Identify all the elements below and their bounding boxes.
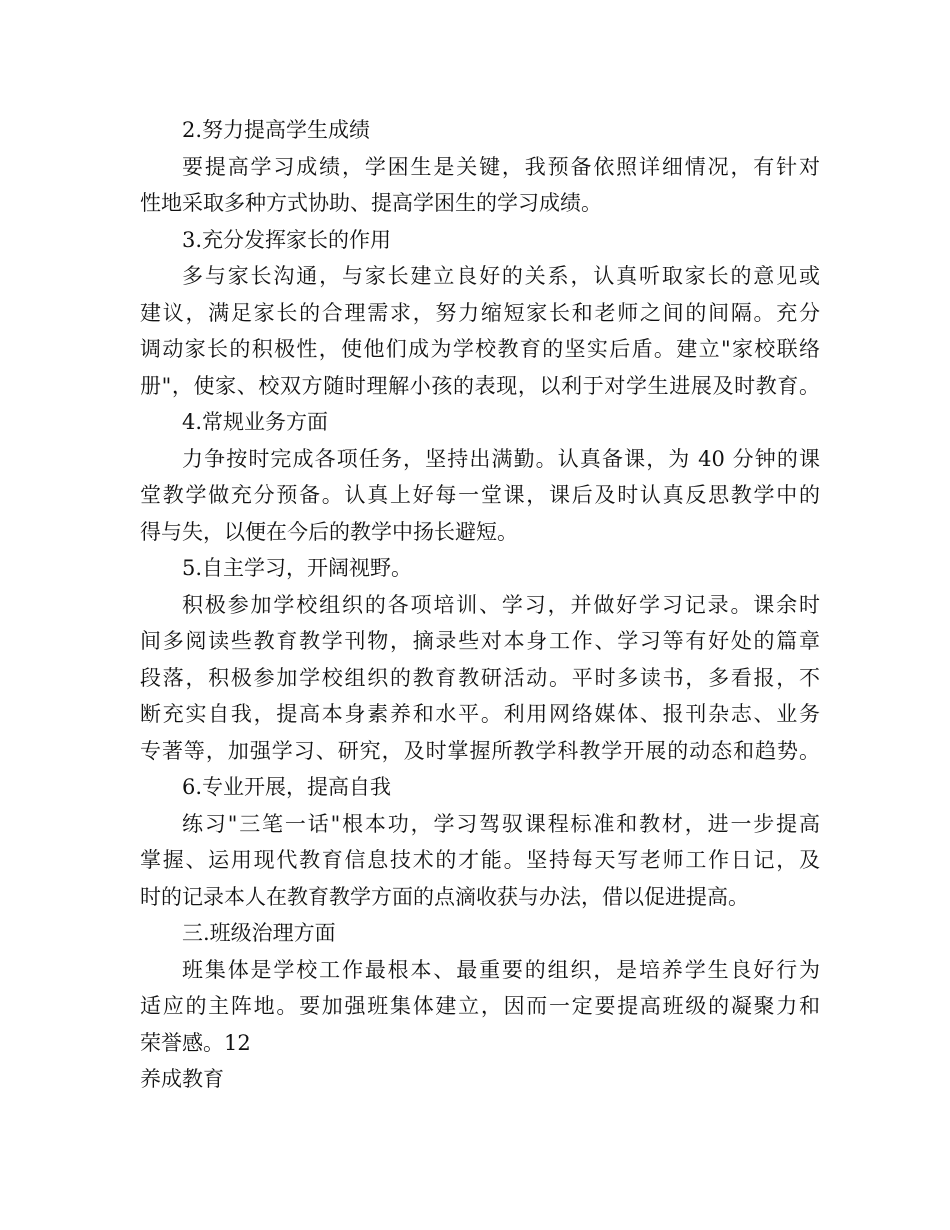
text-line: 建议，满足家长的合理需求，努力缩短家长和老师之间的间隔。充分	[140, 300, 820, 325]
text-line: 性地采取多种方式协助、提高学困生的学习成绩。	[140, 191, 602, 215]
text-line: 力争按时完成各项任务，坚持出满勤。认真备课，为 40 分钟的课	[182, 446, 820, 471]
text-line: 多与家长沟通，与家长建立良好的关系，认真听取家长的意见或	[182, 264, 820, 288]
text-line: 三.班级治理方面	[182, 921, 336, 945]
text-line: 册"，使家、校双方随时理解小孩的表现，以利于对学生进展及时教育。	[140, 373, 820, 398]
text-line: 时的记录本人在教育教学方面的点滴收获与办法，借以促进提高。	[140, 884, 749, 909]
text-line: 4.常规业务方面	[182, 410, 329, 434]
text-line: 2.努力提高学生成绩	[182, 118, 371, 142]
text-line: 练习"三笔一话"根本功，学习驾驭课程标准和教材，进一步提高	[182, 811, 820, 836]
text-line: 断充实自我，提高本身素养和水平。利用网络媒体、报刊杂志、业务	[140, 702, 820, 726]
text-line: 养成教育	[140, 1067, 224, 1091]
text-line: 5.自主学习，开阔视野。	[182, 556, 413, 580]
document-body	[140, 112, 820, 1098]
text-line: 得与失，以便在今后的教学中扬长避短。	[140, 519, 518, 544]
text-line: 专著等，加强学习、研究，及时掌握所教学科教学开展的动态和趋势。	[140, 738, 820, 763]
text-line: 段落，积极参加学校组织的教育教研活动。平时多读书，多看报，不	[140, 665, 820, 690]
text-line: 3.充分发挥家长的作用	[182, 227, 392, 252]
text-line: 6.专业开展，提高自我	[182, 775, 392, 799]
text-line: 适应的主阵地。要加强班集体建立，因而一定要提高班级的凝聚力和	[140, 994, 820, 1018]
text-line: 荣誉感。12	[140, 1030, 251, 1055]
text-line: 间多阅读些教育教学刊物，摘录些对本身工作、学习等有好处的篇章	[140, 629, 820, 653]
text-line: 堂教学做充分预备。认真上好每一堂课，课后及时认真反思教学中的	[140, 483, 820, 507]
text-line: 掌握、运用现代教育信息技术的才能。坚持每天写老师工作日记，及	[140, 848, 820, 872]
text-line: 积极参加学校组织的各项培训、学习，并做好学习记录。课余时	[182, 592, 820, 617]
text-line: 班集体是学校工作最根本、最重要的组织，是培养学生良好行为	[182, 957, 820, 982]
text-line: 要提高学习成绩，学困生是关键，我预备依照详细情况，有针对	[182, 154, 820, 179]
text-line: 调动家长的积极性，使他们成为学校教育的坚实后盾。建立"家校联络	[140, 337, 820, 361]
